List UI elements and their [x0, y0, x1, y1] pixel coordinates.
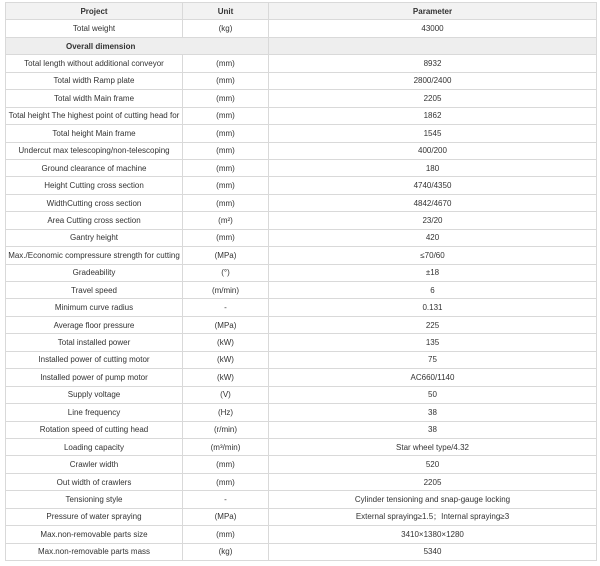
- cell-parameter: 8932: [269, 55, 597, 72]
- cell-project: Ground clearance of machine: [6, 159, 183, 176]
- cell-parameter: 135: [269, 334, 597, 351]
- table-row: [6, 508, 597, 525]
- cell-parameter: 1545: [269, 125, 597, 142]
- cell-parameter: 0.131: [269, 299, 597, 316]
- cell-parameter: 180: [269, 159, 597, 176]
- table-row: [6, 177, 597, 194]
- cell-unit: (kW): [183, 334, 269, 351]
- cell-project: Rotation speed of cutting head: [6, 421, 183, 438]
- cell-project: Tensioning style: [6, 491, 183, 508]
- cell-parameter: 4842/4670: [269, 194, 597, 211]
- cell-parameter: 420: [269, 229, 597, 246]
- cell-parameter: 38: [269, 404, 597, 421]
- cell-parameter: 2205: [269, 473, 597, 490]
- table-row: [6, 526, 597, 543]
- table-row: [6, 212, 597, 229]
- cell-project: Average floor pressure: [6, 316, 183, 333]
- table-row: [6, 334, 597, 351]
- cell-project: Total height The highest point of cutting head for: [6, 107, 183, 124]
- cell-unit: (kW): [183, 351, 269, 368]
- table-row: [6, 72, 597, 89]
- cell-unit: (m²): [183, 212, 269, 229]
- header-project: Project: [6, 3, 183, 20]
- table-row: [6, 229, 597, 246]
- cell-project: Height Cutting cross section: [6, 177, 183, 194]
- cell-project: Line frequency: [6, 404, 183, 421]
- cell-parameter: 1862: [269, 107, 597, 124]
- cell-unit: (kW): [183, 369, 269, 386]
- table-body: [6, 20, 597, 561]
- table-row: [6, 159, 597, 176]
- cell-unit: (mm): [183, 229, 269, 246]
- cell-project: Total weight: [6, 20, 183, 37]
- cell-parameter: 75: [269, 351, 597, 368]
- cell-project: Total installed power: [6, 334, 183, 351]
- table-row: [6, 107, 597, 124]
- cell-unit: (m/min): [183, 282, 269, 299]
- cell-unit: (mm): [183, 456, 269, 473]
- cell-parameter: 2205: [269, 90, 597, 107]
- cell-project: Loading capacity: [6, 438, 183, 455]
- section-row: [6, 37, 597, 54]
- cell-project: Supply voltage: [6, 386, 183, 403]
- table-row: [6, 90, 597, 107]
- table-row: [6, 473, 597, 490]
- cell-parameter: 4740/4350: [269, 177, 597, 194]
- cell-project: Gradeability: [6, 264, 183, 281]
- table-row: [6, 142, 597, 159]
- cell-parameter: 400/200: [269, 142, 597, 159]
- cell-project: Total length without additional conveyor: [6, 55, 183, 72]
- cell-parameter: 50: [269, 386, 597, 403]
- table-row: [6, 369, 597, 386]
- cell-project: Area Cutting cross section: [6, 212, 183, 229]
- section-title: Overall dimension: [6, 37, 269, 54]
- cell-project: Minimum curve radius: [6, 299, 183, 316]
- table-row: [6, 351, 597, 368]
- cell-parameter: 5340: [269, 543, 597, 560]
- cell-parameter: ≤70/60: [269, 247, 597, 264]
- cell-unit: (mm): [183, 473, 269, 490]
- cell-unit: (mm): [183, 107, 269, 124]
- table-row: [6, 438, 597, 455]
- cell-parameter: 43000: [269, 20, 597, 37]
- cell-unit: (m³/min): [183, 438, 269, 455]
- cell-unit: -: [183, 299, 269, 316]
- cell-project: Crawler width: [6, 456, 183, 473]
- cell-unit: (kg): [183, 543, 269, 560]
- cell-parameter: AC660/1140: [269, 369, 597, 386]
- cell-project: Out width of crawlers: [6, 473, 183, 490]
- table-row: [6, 282, 597, 299]
- table-row: [6, 194, 597, 211]
- cell-unit: (mm): [183, 526, 269, 543]
- table-row: [6, 491, 597, 508]
- cell-parameter: 225: [269, 316, 597, 333]
- cell-unit: (°): [183, 264, 269, 281]
- section-empty-cell: [269, 37, 597, 54]
- cell-unit: (mm): [183, 159, 269, 176]
- cell-project: Installed power of cutting motor: [6, 351, 183, 368]
- cell-unit: (mm): [183, 72, 269, 89]
- cell-unit: (mm): [183, 194, 269, 211]
- cell-unit: (V): [183, 386, 269, 403]
- header-parameter: Parameter: [269, 3, 597, 20]
- header-unit: Unit: [183, 3, 269, 20]
- table-row: [6, 386, 597, 403]
- cell-project: Total height Main frame: [6, 125, 183, 142]
- cell-project: Total width Ramp plate: [6, 72, 183, 89]
- cell-project: Total width Main frame: [6, 90, 183, 107]
- cell-unit: (mm): [183, 55, 269, 72]
- cell-project: Installed power of pump motor: [6, 369, 183, 386]
- specification-table: [5, 2, 597, 561]
- table-row: [6, 299, 597, 316]
- table-row: [6, 125, 597, 142]
- cell-project: Max.non-removable parts size: [6, 526, 183, 543]
- cell-project: Pressure of water spraying: [6, 508, 183, 525]
- cell-unit: (MPa): [183, 316, 269, 333]
- cell-unit: (MPa): [183, 508, 269, 525]
- cell-project: Max.non-removable parts mass: [6, 543, 183, 560]
- table-row: [6, 543, 597, 560]
- cell-parameter: 3410×1380×1280: [269, 526, 597, 543]
- cell-unit: -: [183, 491, 269, 508]
- cell-parameter: 38: [269, 421, 597, 438]
- cell-parameter: Cylinder tensioning and snap-gauge locking: [269, 491, 597, 508]
- cell-parameter: 2800/2400: [269, 72, 597, 89]
- table-row: [6, 264, 597, 281]
- table-row: [6, 404, 597, 421]
- cell-parameter: ±18: [269, 264, 597, 281]
- cell-project: Travel speed: [6, 282, 183, 299]
- cell-project: WidthCutting cross section: [6, 194, 183, 211]
- table-row: [6, 456, 597, 473]
- cell-unit: (mm): [183, 177, 269, 194]
- header-row: [6, 3, 597, 20]
- cell-unit: (mm): [183, 142, 269, 159]
- cell-project: Gantry height: [6, 229, 183, 246]
- table-row: [6, 20, 597, 37]
- cell-unit: (mm): [183, 90, 269, 107]
- table-row: [6, 247, 597, 264]
- cell-unit: (mm): [183, 125, 269, 142]
- cell-unit: (r/min): [183, 421, 269, 438]
- cell-parameter: External spraying≥1.5；Internal spraying≥3: [269, 508, 597, 525]
- table-row: [6, 421, 597, 438]
- cell-parameter: 23/20: [269, 212, 597, 229]
- table-row: [6, 55, 597, 72]
- cell-parameter: 6: [269, 282, 597, 299]
- cell-unit: (MPa): [183, 247, 269, 264]
- table-row: [6, 316, 597, 333]
- cell-parameter: Star wheel type/4.32: [269, 438, 597, 455]
- cell-unit: (Hz): [183, 404, 269, 421]
- cell-project: Undercut max telescoping/non-telescoping: [6, 142, 183, 159]
- cell-unit: (kg): [183, 20, 269, 37]
- cell-project: Max./Economic compressure strength for cutting: [6, 247, 183, 264]
- cell-parameter: 520: [269, 456, 597, 473]
